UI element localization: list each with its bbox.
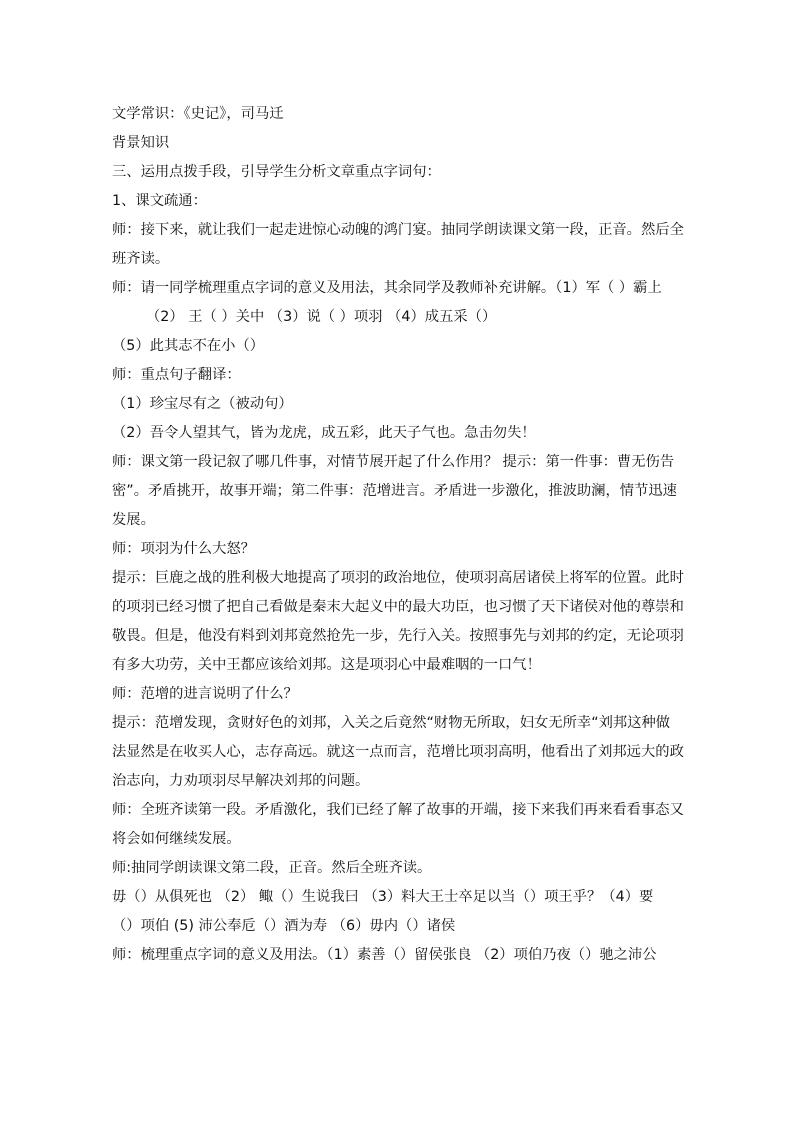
paragraph-line: 敬畏。但是，他没有料到刘邦竟然抢先一步，先行入关。按照事先与刘邦的约定，无论项羽: [112, 628, 684, 644]
paragraph-line: 提示：巨鹿之战的胜利极大地提高了项羽的政治地位，使项羽高居诸侯上将军的位置。此时: [112, 570, 684, 586]
paragraph-line: 师:抽同学朗读课文第二段，正音。然后全班齐读。: [112, 860, 432, 876]
paragraph-line: 师：梳理重点字词的意义及用法。（1）素善（）留侯张良 （2）项伯乃夜（）驰之沛公: [112, 947, 657, 963]
paragraph-line: 将会如何继续发展。: [112, 831, 241, 847]
paragraph-line: 师：项羽为什么大怒？: [112, 541, 255, 557]
paragraph-line: （1）珍宝尽有之（被动句）: [112, 396, 293, 412]
paragraph-line: 师：接下来，就让我们一起走进惊心动魄的鸿门宴。抽同学朗读课文第一段，正音。然后全: [112, 222, 684, 238]
paragraph-line: 师：范增的进言说明了什么？: [112, 686, 298, 702]
section-heading: 三、运用点拨手段，引导学生分析文章重点字词句：: [112, 164, 441, 180]
paragraph-line: （2） 王（ ）关中 （3）说（ ）项羽 （4）成五采（）: [146, 309, 497, 325]
background-heading: 背景知识: [112, 135, 170, 151]
paragraph-line: 治志向，力劝项羽尽早解决刘邦的问题。: [112, 773, 370, 789]
paragraph-line: 师：重点句子翻译：: [112, 367, 241, 383]
literature-note: 文学常识：《史记》，司马迁: [112, 106, 284, 122]
paragraph-line: （）项伯 (5) 沛公奉卮（）酒为寿 （6）毋内（）诸侯: [112, 918, 456, 934]
paragraph-line: 的项羽已经习惯了把自己看做是秦末大起义中的最大功臣，也习惯了天下诸侯对他的尊崇和: [112, 599, 684, 615]
paragraph-line: 师：全班齐读第一段。矛盾激化，我们已经了解了故事的开端，接下来我们再来看看事态又: [112, 802, 684, 818]
paragraph-line: （5）此其志不在小（）: [112, 338, 265, 354]
paragraph-line: 毋（）从俱死也 （2） 鲰（）生说我曰 （3）料大王士卒足以当（）项王乎？（4）要: [112, 889, 654, 905]
paragraph-line: 师：请一同学梳理重点字词的意义及用法，其余同学及教师补充讲解。（1）军（ ）霸上: [112, 280, 662, 296]
paragraph-line: 发展。: [112, 512, 155, 528]
paragraph-line: 师：课文第一段记叙了哪几件事，对情节展开起了什么作用？ 提示：第一件事：曹无伤告: [112, 454, 675, 470]
document-page: [112, 100, 684, 970]
paragraph-line: 提示：范增发现，贪财好色的刘邦，入关之后竟然“财物无所取，妇女无所幸“刘邦这种做: [112, 715, 671, 731]
paragraph-line: （2）吾令人望其气，皆为龙虎，成五彩，此天子气也。急击勿失！: [112, 425, 536, 441]
subsection-heading: 1、课文疏通：: [112, 193, 207, 209]
paragraph-line: 密”。矛盾挑开，故事开端；第二件事：范增进言。矛盾进一步激化，推波助澜，情节迅速: [112, 483, 677, 499]
paragraph-line: 班齐读。: [112, 251, 170, 267]
paragraph-line: 有多大功劳，关中王都应该给刘邦。这是项羽心中最难咽的一口气！: [112, 657, 541, 673]
paragraph-line: 法显然是在收买人心，志存高远。就这一点而言，范增比项羽高明，他看出了刘邦远大的政: [112, 744, 684, 760]
